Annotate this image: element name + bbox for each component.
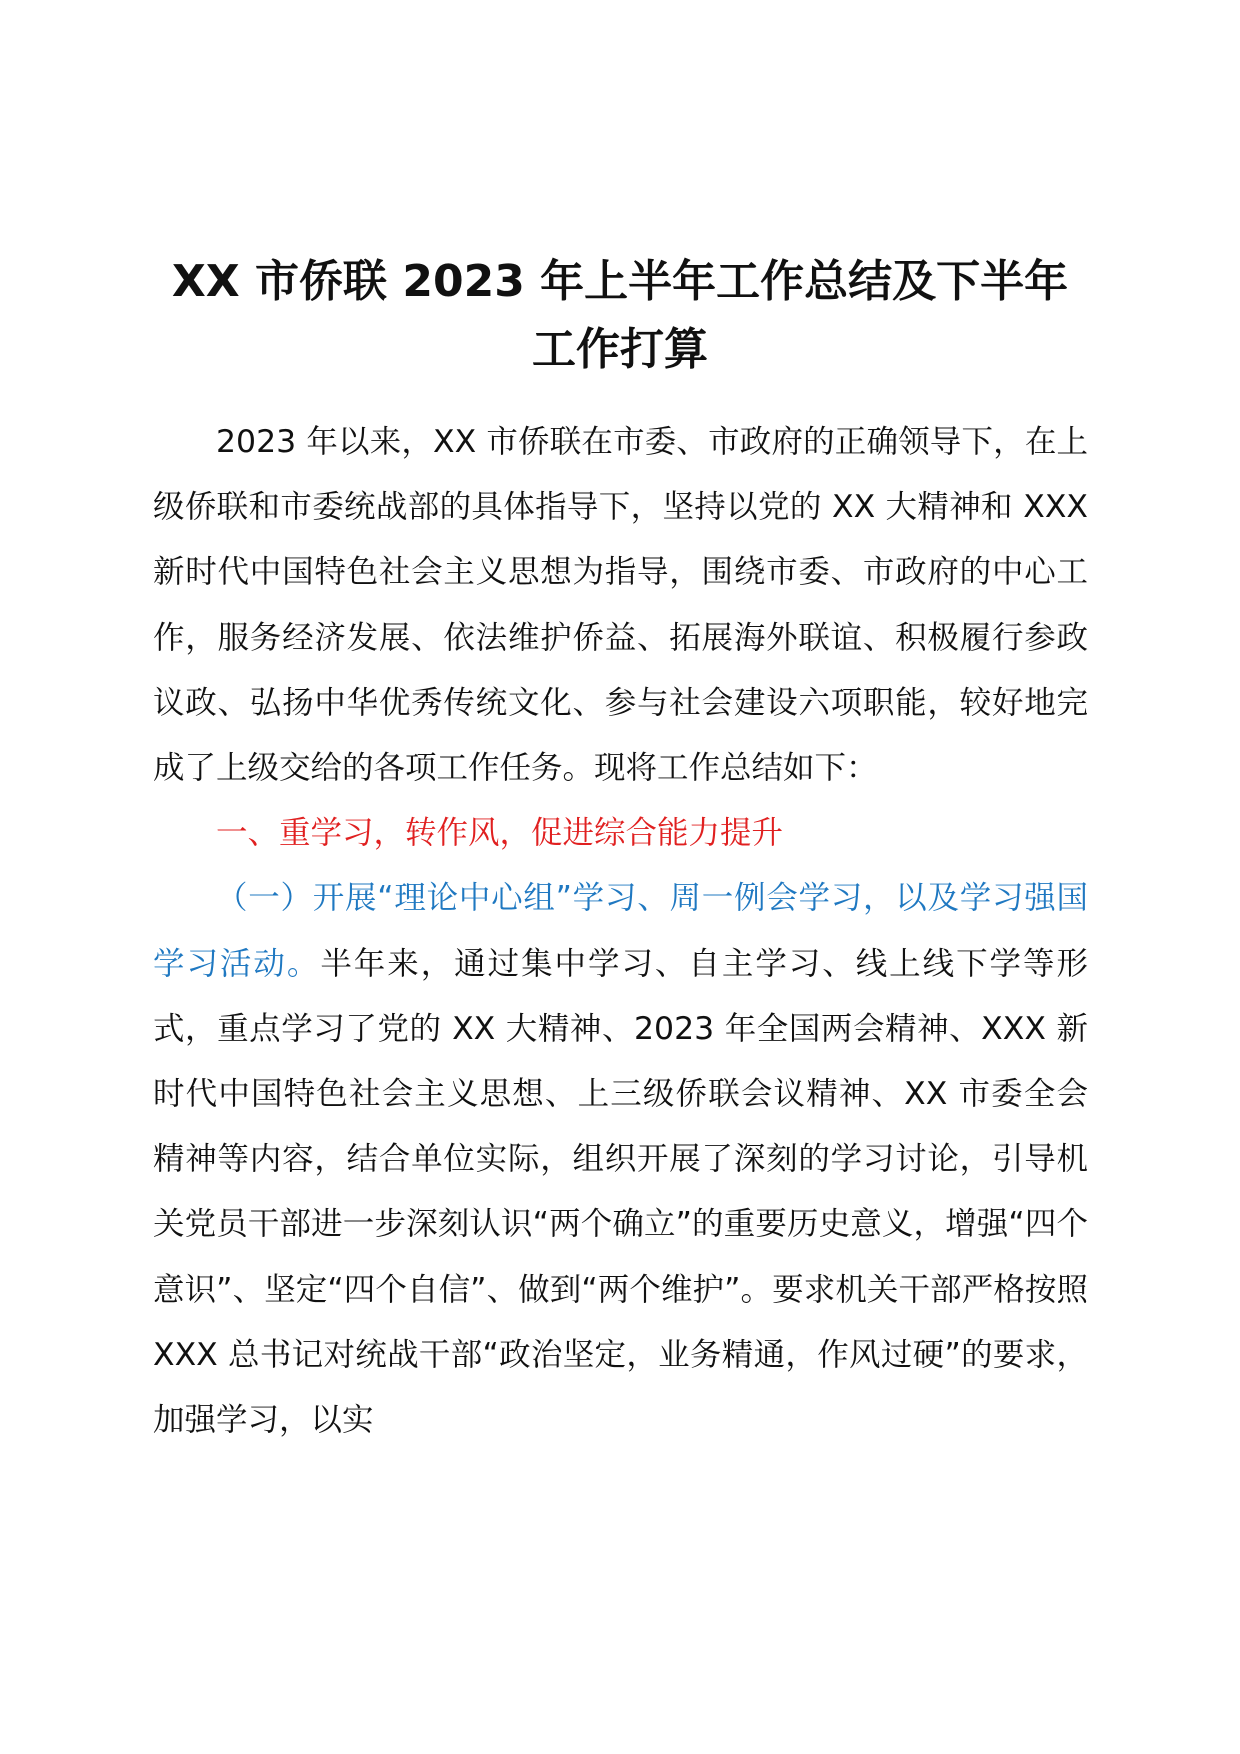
section-1-heading: 一、重学习，转作风，促进综合能力提升 [216, 815, 784, 852]
document-title [150, 248, 1090, 384]
section-1-sub-1-paragraph [153, 866, 1088, 1453]
title-line-1: XX 市侨联 2023 年上半年工作总结及下半年 [171, 256, 1069, 307]
intro-paragraph: 2023 年以来，XX 市侨联在市委、市政府的正确领导下，在上级侨联和市委统战部的具体指导下，坚持以党的 XX 大精神和 XXX 新时代中国特色社会主义思想为指导，围绕市委、市政府的中心工作，服务经济发展、依法维护侨益、拓展海外联谊、积极履行参政议政、弘扬中华优秀传统文化、参与社会建设六项职能，较好地完成了上级交给的各项工作任务。现将工作总结如下： [153, 424, 1088, 787]
section-1-sub-1-body: 半年来，通过集中学习、自主学习、线上线下学等形式，重点学习了党的 XX 大精神、2023 年全国两会精神、XXX 新时代中国特色社会主义思想、上三级侨联会议精神、XX 市委全会精神等内容，结合单位实际，组织开展了深刻的学习讨论，引导机关党员干部进一步深刻认识“两个确立”的重要历史意义，增强“四个意识”、坚定“四个自信”、做到“两个维护”。要求机关干部严格按照 XXX 总书记对统战干部“政治坚定，业务精通，作风过硬”的要求，加强学习，以实 [153, 945, 1088, 1439]
title-line-2: 工作打算 [532, 324, 708, 375]
document-body [153, 410, 1088, 1453]
section-1-sub-1-heading: （一）开展“理论中心组”学习、周一例会学习，以及学习强国学习活动。 [153, 880, 1088, 982]
